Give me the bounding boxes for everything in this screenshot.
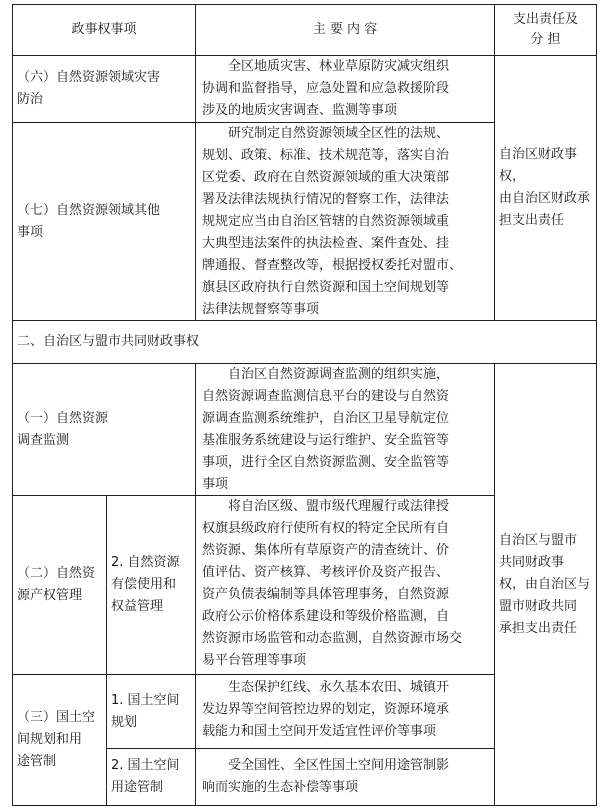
header-item-text: 政事权事项 [71, 22, 137, 37]
s3-sub1-line1: 1. 国土空间 [111, 692, 180, 708]
resp2-line3: 权，由自治区与 [499, 576, 591, 592]
header-resp-line2: 分 担 [530, 32, 561, 47]
header-responsibility [495, 5, 596, 55]
rule-left [12, 4, 13, 806]
header-content [196, 5, 494, 55]
resp1-line3: 担支出责任 [499, 213, 565, 228]
row6-content [202, 56, 492, 122]
section2-heading-text: 二、自治区与盟市共同财政事权 [17, 334, 200, 349]
row7-line3: 区党委、政府在自然资源领域的重大决策部 [202, 170, 450, 185]
row7-item-line1: （七）自然资源领域其他 [17, 202, 161, 218]
s1-item-line2: 调查监测 [17, 432, 70, 448]
row7-line6: 大典型违法案件的执法检查、案件查处、挂 [202, 236, 450, 251]
s1-item-line1: （一）自然资源 [17, 410, 109, 426]
s3-sub1-line2: 规划 [111, 714, 138, 730]
row6-item [17, 56, 195, 122]
rule-bottom [12, 805, 596, 806]
section2-heading [17, 321, 595, 363]
row7-line8: 旗县区政府执行自然资源和国土空间规划等 [202, 280, 450, 295]
rule-subcol [106, 495, 107, 806]
s2-sub-line3: 权益管理 [111, 599, 164, 614]
s2-line3: 然资源、集体所有草原资产的清查统计、价 [202, 543, 450, 558]
s2-line5: 资产负债表编制等具体管理事务，自然资源 [202, 587, 450, 602]
s3c2-line2: 响而实施的生态补偿等事项 [202, 780, 359, 795]
s2-sub-line1: 2. 自然资源 [111, 555, 180, 570]
s2-sub [111, 496, 195, 674]
s2-item [17, 496, 106, 674]
row7-line4: 署及法律法规执行情况的督察工作，法律法 [202, 192, 450, 207]
s2-sub-line2: 有偿使用和 [111, 577, 177, 592]
row6-line1: 全区地质灾害、林业草原防灾减灾组织 [228, 59, 450, 74]
header-resp-line1: 支出责任及 [512, 12, 578, 27]
s3c2-line1: 受全国性、全区性国土空间用途管制影 [228, 758, 450, 773]
s2-line8: 易平台管理等事项 [202, 653, 307, 668]
row6-item-line1: （六）自然资源领域灾害 [17, 70, 161, 85]
row7-line9: 法律法规督察等事项 [202, 302, 320, 317]
row7-item [17, 123, 195, 320]
s3-sub1 [111, 675, 195, 748]
s2-content [202, 496, 492, 674]
s1-line2: 自然资源调查监测信息平台的建设与自然资 [202, 389, 450, 404]
s1-line4: 基准服务系统建设与运行维护、安全监管等 [202, 433, 450, 448]
row6-line3: 涉及的地质灾害调查、监测等事项 [202, 103, 398, 118]
resp1-line2: 由自治区财政承 [499, 191, 591, 206]
s2-line2: 权旗县级政府行使所有权的特定全民所有自 [202, 521, 450, 536]
s1-line5: 事项，进行全区自然资源监测、安全监管等 [202, 455, 450, 470]
s1-line6: 事项 [202, 477, 229, 492]
s1-line3: 源调查监测系统维护，自治区卫星导航定位 [202, 411, 450, 426]
s3-item-line1: （三）国土空 [17, 710, 96, 725]
s3-content2 [202, 755, 492, 805]
s3c1-line2: 发边界等空间管控边界的划定，资源环境承 [202, 702, 450, 717]
resp2-line4: 盟市财政共同 [499, 598, 578, 614]
s3-sub2 [111, 749, 195, 805]
rule-col1b [195, 363, 196, 806]
s2-line7: 然资源市场监管和动态监测，自然资源市场交 [202, 631, 463, 646]
s2-item-line1: （二）自然资 [17, 566, 96, 581]
row7-content [202, 123, 492, 320]
s3-item-line2: 间规划和用 [17, 732, 83, 747]
row7-line5: 规规定应当由自治区管辖的自然资源领域重 [202, 214, 450, 229]
s3-sub2-line2: 用途管制 [111, 780, 164, 795]
header-item [13, 5, 195, 55]
resp2-line1: 自治区与盟市 [499, 532, 578, 548]
resp2-line2: 共同财政事 [499, 554, 565, 570]
s2-line4: 值评估、资产核算、考核评价及资产报告、 [202, 565, 450, 580]
s3-item [17, 675, 106, 805]
rule-col3b [494, 363, 495, 806]
s1-item [17, 364, 195, 495]
s3-sub2-line1: 2. 国土空间 [111, 758, 180, 773]
row6-line2: 协调和监督指导，应急处置和应急救援阶段 [202, 81, 450, 96]
s2-line6: 政府公示价格体系建设和等级价格监测，自 [202, 609, 450, 624]
s1-line1: 自治区自然资源调查监测的组织实施， [228, 367, 450, 382]
s1-content [202, 364, 492, 495]
responsibility-1 [499, 56, 595, 320]
s3c1-line3: 载能力和国土空间开发适宜性评价等事项 [202, 724, 437, 739]
s2-item-line2: 源产权管理 [17, 588, 83, 603]
row7-line7: 牌通报、督查整改等，根据授权委托对盟市、 [202, 258, 463, 273]
resp1-line1: 自治区财政事权， [499, 147, 578, 184]
row6-item-line2: 防治 [17, 92, 44, 107]
s2-line1: 将自治区级、盟市级代理履行或法律授 [228, 499, 450, 514]
responsibility-2 [499, 364, 595, 805]
rule-right [596, 4, 597, 806]
row7-line2: 规划、政策、标准、技术规范等，落实自治 [202, 148, 450, 163]
s3c1-line1: 生态保护红线、永久基本农田、城镇开 [228, 680, 450, 695]
row7-line1: 研究制定自然资源领域全区性的法规、 [228, 126, 450, 141]
row7-item-line2: 事项 [17, 224, 44, 240]
s3-item-line3: 途管制 [17, 754, 57, 769]
header-content-text: 主 要 内 容 [312, 22, 378, 37]
s3-content1 [202, 677, 492, 748]
resp2-line5: 承担支出责任 [499, 620, 578, 636]
